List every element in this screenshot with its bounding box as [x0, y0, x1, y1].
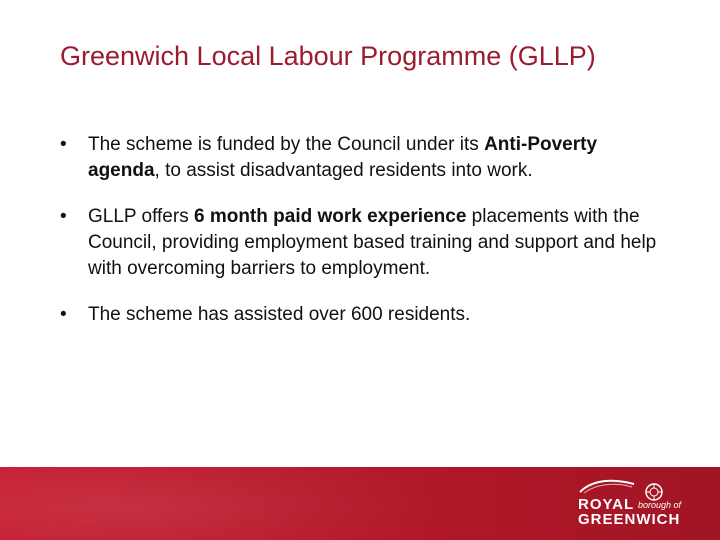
text-segment: GLLP offers: [88, 206, 194, 227]
bullet-text: [88, 206, 656, 279]
footer-sheen: [0, 467, 460, 540]
bullet-text: [88, 134, 597, 181]
text-segment-bold: 6 month paid work experience: [193, 206, 467, 227]
bullet-text: [88, 304, 470, 325]
bullet-marker: •: [60, 304, 67, 325]
text-segment: placements with the Council, providing employment based training and support and help with overcoming barriers to employment.: [88, 206, 657, 279]
text-segment: The scheme is funded by the Council under its: [88, 134, 485, 155]
text-segment-bold: Anti-Poverty agenda: [88, 134, 598, 181]
swoosh-icon: [578, 478, 636, 494]
royal-greenwich-logo: [578, 476, 698, 532]
bullet-item: [60, 132, 670, 184]
slide-title: Greenwich Local Labour Programme (GLLP): [60, 41, 596, 71]
bullet-item: [60, 302, 670, 328]
bullet-item: [60, 204, 670, 282]
logo-borough-text: borough of: [638, 500, 682, 510]
bullet-marker: •: [60, 134, 67, 155]
text-segment: The scheme has assisted over 600 residents.: [88, 304, 471, 325]
text-segment: , to assist disadvantaged residents into work.: [154, 160, 533, 181]
bullet-marker: •: [60, 206, 67, 227]
bullet-list: [60, 132, 670, 348]
logo-greenwich-text: GREENWICH: [578, 511, 681, 528]
logo-royal-text: ROYAL: [578, 496, 635, 513]
crest-icon: [644, 482, 664, 502]
